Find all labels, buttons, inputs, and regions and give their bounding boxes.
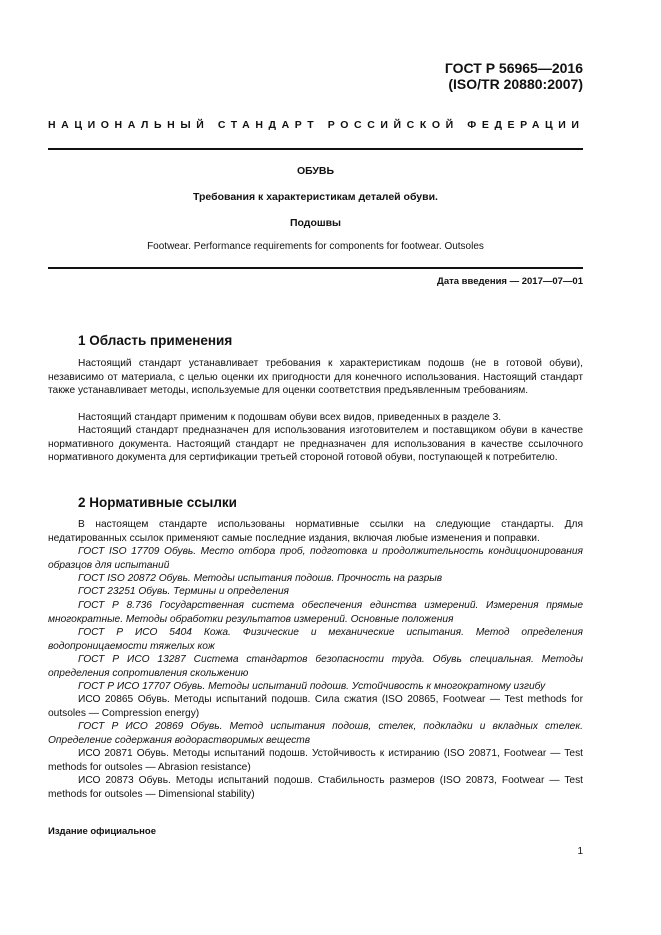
document-code: [445, 60, 583, 92]
introduction-date: Дата введения — 2017—07—01: [437, 276, 583, 287]
reference-item: ИСО 20873 Обувь. Методы испытаний подошв. Стабильность размеров (ISO 20873, Footwear — Test methods for outsoles — Dimensional stability): [48, 775, 583, 800]
reference-item: ГОСТ Р 8.736 Государственная система обеспечения единства измерений. Измерения прямые многократные. Методы обработки результатов измерений. Основные положения: [48, 600, 583, 625]
reference-item: ГОСТ Р ИСО 5404 Кожа. Физические и механические испытания. Метод определения водопроницаемости тяжелых кож: [48, 627, 583, 652]
official-edition-note: Издание официальное: [48, 826, 156, 837]
reference-item: ГОСТ ISO 20872 Обувь. Методы испытания подошв. Прочность на разрыв: [78, 573, 443, 584]
title-line-1: ОБУВЬ: [296, 165, 335, 177]
section-2-heading: 2 Нормативные ссылки: [78, 495, 237, 510]
reference-item: ГОСТ ISO 17709 Обувь. Место отбора проб, подготовка и продолжительность кондиционирования образцов для испытаний: [48, 546, 583, 571]
reference-item: ГОСТ 23251 Обувь. Термины и определения: [78, 586, 289, 597]
bottom-divider: [48, 267, 583, 269]
gost-number: ГОСТ Р 56965—2016: [444, 60, 583, 76]
page-number: 1: [577, 846, 583, 857]
section-1-paragraph-1: Настоящий стандарт устанавливает требования к характеристикам подошв (не в готовой обуви), независимо от материала, с целью оценки их пригодности для конечного использования. Настоящий стандарт также устанавливает методы, используемые для оценки соответствия предъявленным требованиям.: [48, 358, 583, 396]
section-1-heading: 1 Область применения: [78, 333, 233, 348]
reference-item: ИСО 20871 Обувь. Методы испытаний подошв. Устойчивость к истиранию (ISO 20871, Footwear — Test methods for outsoles — Abrasion resistance): [48, 748, 583, 773]
title-line-3: Подошвы: [289, 217, 342, 229]
top-divider: [48, 148, 583, 150]
section-1-paragraph-3: Настоящий стандарт предназначен для использования изготовителем и поставщиком обуви в качестве нормативного документа. Настоящий стандарт не предназначен для использования в качестве ссылочного нормативного документа для сертификации третьей стороной готовой обуви, поступающей к потребителю.: [48, 425, 583, 463]
reference-item: ГОСТ Р ИСО 17707 Обувь. Методы испытаний подошв. Устойчивость к многократному изгибу: [78, 681, 546, 692]
section-1-paragraph-2: Настоящий стандарт применим к подошвам обуви всех видов, приведенных в разделе 3.: [78, 412, 502, 423]
reference-item: ГОСТ Р ИСО 13287 Система стандартов безопасности труда. Обувь специальная. Методы определения сопротивления скольжению: [48, 654, 583, 679]
english-title: Footwear. Performance requirements for components for footwear. Outsoles: [147, 241, 484, 252]
title-line-2: Требования к характеристикам деталей обуви.: [193, 191, 438, 203]
national-standard-banner: НАЦИОНАЛЬНЫЙ СТАНДАРТ РОССИЙСКОЙ ФЕДЕРАЦИИ: [48, 119, 585, 131]
reference-item: ГОСТ Р ИСО 20869 Обувь. Метод испытания подошв, стелек, подкладки и вкладных стелек. Определение содержания водорастворимых веществ: [48, 721, 583, 746]
iso-reference: (ISO/TR 20880:2007): [448, 76, 583, 92]
section-2-paragraph-1: В настоящем стандарте использованы нормативные ссылки на следующие стандарты. Для недатированных ссылок применяют самые последние издания, включая любые изменения и поправки.: [48, 519, 583, 544]
reference-item: ИСО 20865 Обувь. Методы испытаний подошв. Сила сжатия (ISO 20865, Footwear — Test methods for outsoles — Compression energy): [48, 694, 583, 719]
